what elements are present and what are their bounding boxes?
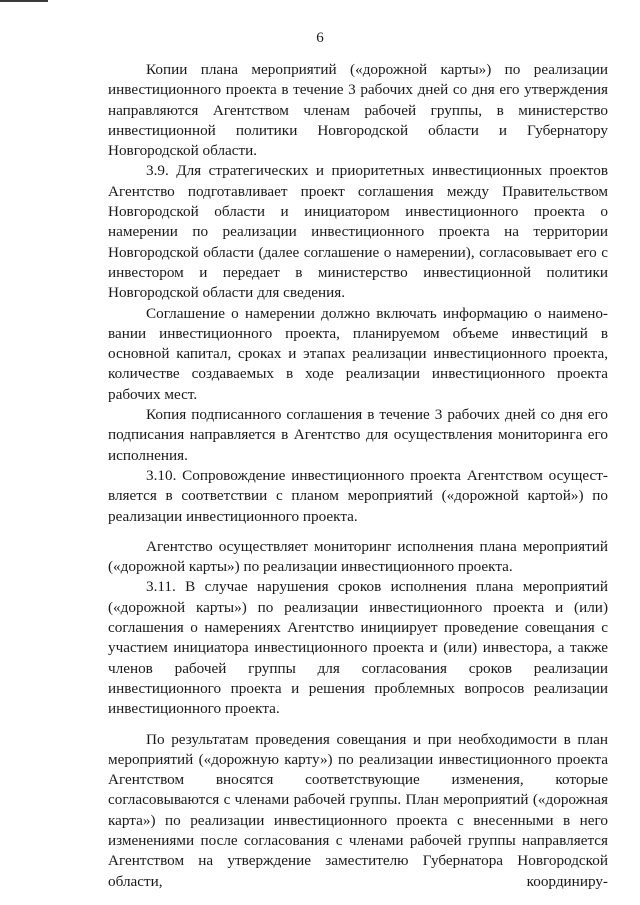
paragraph-signed-copy: Копия подписанного соглашения в течение 3 рабочих дней со дня его подписания направляется в Агентство для осуществления мониторинга его исполнения. xyxy=(108,406,608,464)
paragraph-3-9: 3.9. Для стратегических и приоритетных инвестиционных проектов Агентство подготавливает проект соглашения между Правительством Новгородской области и инициатором инвестиционного проекта о намерении по реализации инвестиционного проекта на территории Новгородской области (далее соглашение о намерении), согласовывает его с инвестором и передает в министерство инвестиционной политики Новгородской области для сведения. xyxy=(108,162,608,302)
document-body xyxy=(108,60,608,892)
paragraph-monitoring: Агентство осуществляет мониторинг исполнения плана мероприятий («дорожной карты») по реализации инвестиционного проекта. xyxy=(108,537,608,576)
paragraph-3-10: 3.10. Сопровождение инвестиционного проекта Агентством осущест- вляется в соответствии с планом мероприятий («дорожной картой») по реализации инвестиционного проекта. xyxy=(108,466,608,525)
page-number: 6 xyxy=(316,30,324,46)
scan-edge-mark xyxy=(0,0,48,2)
paragraph-copies-of-plan: Копии плана мероприятий («дорожной карты») по реализации инвестиционного проекта в течение 3 рабочих дней со дня его утверждения направляются Агентством членам рабочей группы, в министерство инвестиционной политики Новгородской области и Губернатору Новгородской области. xyxy=(108,61,608,160)
paragraph-agreement-content: Соглашение о намерении должно включать информацию о наимено- вании инвестиционного проекта, планируемом объеме инвестиций в основной капитал, сроках и этапах реализации инвестиционного проекта, количестве создаваемых в ходе реализации инвестиционного проекта рабочих мест. xyxy=(108,304,608,403)
paragraph-3-11: 3.11. В случае нарушения сроков исполнения плана мероприятий («дорожной карты») по реализации инвестиционного проекта и (или) соглашения о намерениях Агентство инициирует проведение совещания с участием инициатора инвестиционного проекта и (или) инвестора, а также членов рабочей группы для согласования сроков реализации инвестиционного проекта и решения проблемных вопросов реализации инвестиционного проекта. xyxy=(108,578,608,718)
paragraph-meeting-results: По результатам проведения совещания и при необходимости в план мероприятий («дорожную карту») по реализации инвестиционного проекта Агентством вносятся соответствующие изменения, которые согласовываются с членами рабочей группы. План мероприятий («дорожная карта») по реализации инвестиционного проекта с внесенными в него изменениями после согласования с членами рабочей группы направляется Агентством на утверждение заместителю Губернатора Новгородской области, координиру- xyxy=(108,730,608,890)
